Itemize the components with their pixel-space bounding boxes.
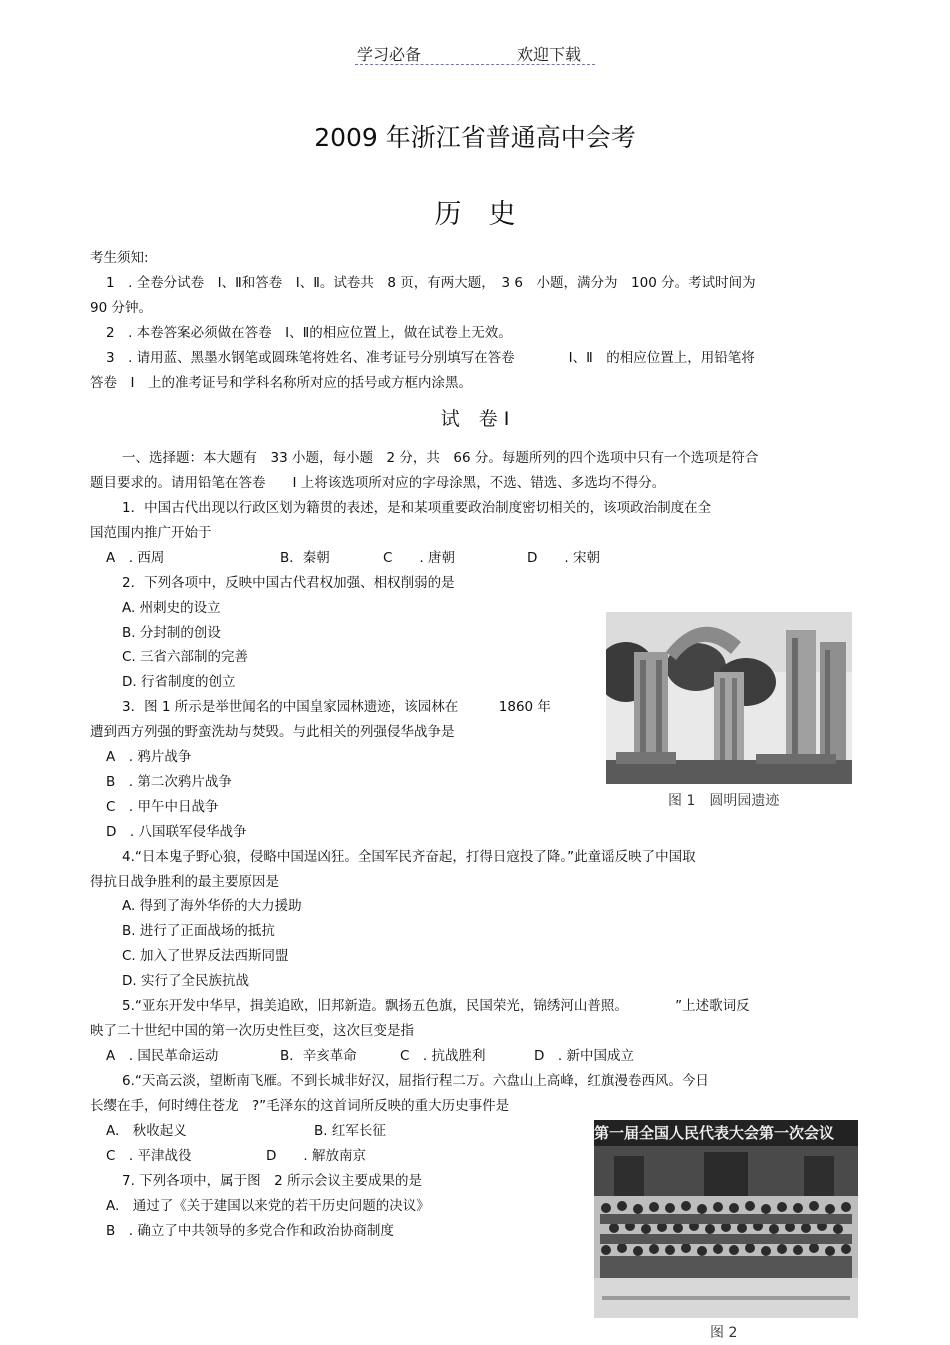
q7-stem: 7. 下列各项中，属于图 2 所示会议主要成果的是 bbox=[122, 1173, 423, 1189]
q1-option-a: A . 西周 bbox=[106, 550, 165, 566]
section-title: 试 卷 Ⅰ bbox=[440, 408, 510, 430]
q4-option-b: B. 进行了正面战场的抵抗 bbox=[122, 923, 275, 939]
q5-option-c: C . 抗战胜利 bbox=[400, 1048, 486, 1064]
congress-group-photo-image bbox=[594, 1146, 858, 1318]
header-divider bbox=[355, 64, 595, 65]
q3-option-d: D . 八国联军侵华战争 bbox=[106, 824, 247, 840]
q3-option-c: C . 甲午中日战争 bbox=[106, 799, 219, 815]
q4-option-d: D. 实行了全民族抗战 bbox=[122, 973, 249, 989]
q2-option-c: C. 三省六部制的完善 bbox=[122, 649, 249, 665]
notice-line-5: 答卷 Ⅰ 上的准考证号和学科名称所对应的括号或方框内涂黑。 bbox=[90, 375, 472, 391]
q7-option-b: B . 确立了中共领导的多党合作和政治协商制度 bbox=[106, 1223, 394, 1239]
figure-2 bbox=[594, 1120, 858, 1345]
q3-stem-1: 3．图 1 所示是举世闻名的中国皇家园林遗迹，该园林在 1860 年 bbox=[122, 699, 551, 715]
q2-option-a: A. 州刺史的设立 bbox=[122, 600, 221, 616]
page-title: 2009 年浙江省普通高中会考 bbox=[314, 123, 636, 152]
subject-title: 历 史 bbox=[434, 199, 516, 230]
q6-option-d: D . 解放南京 bbox=[266, 1148, 366, 1164]
q6-option-a: A. 秋收起义 bbox=[106, 1123, 187, 1139]
q1-option-d: D . 宋朝 bbox=[527, 550, 600, 566]
q6-option-b: B. 红军长征 bbox=[314, 1123, 386, 1139]
q6-option-c: C . 平津战役 bbox=[106, 1148, 192, 1164]
q5-stem-1: 5.“亚东开发中华早，揖美追欧，旧邦新造。飘扬五色旗，民国荣光，锦绣河山普照。 ”上述歌词反 bbox=[122, 998, 750, 1014]
part1-instruction-1: 一、选择题：本大题有 33 小题，每小题 2 分，共 66 分。每题所列的四个选项中只有一个选项是符合 bbox=[122, 450, 759, 466]
q2-option-d: D. 行省制度的创立 bbox=[122, 674, 236, 690]
q4-option-a: A. 得到了海外华侨的大力援助 bbox=[122, 898, 302, 914]
figure-2-caption: 图 2 bbox=[710, 1325, 738, 1341]
q4-stem-1: 4.“日本鬼子野心狼，侵略中国逞凶狂。全国军民齐奋起，打得日寇投了降。”此童谣反映了中国取 bbox=[122, 849, 696, 865]
q1-stem-1: 1．中国古代出现以行政区划为籍贯的表述，是和某项重要政治制度密切相关的，该项政治制度在全 bbox=[122, 500, 712, 516]
notice-heading: 考生须知: bbox=[90, 250, 149, 266]
notice-line-3: 2 . 本卷答案必须做在答卷 Ⅰ、Ⅱ的相应位置上，做在试卷上无效。 bbox=[106, 325, 512, 341]
header-left: 学习必备 bbox=[357, 45, 422, 64]
q6-stem-1: 6.“天高云淡，望断南飞雁。不到长城非好汉，屈指行程二万。六盘山上高峰，红旗漫卷西风。今日 bbox=[122, 1073, 709, 1089]
notice-line-4: 3 . 请用蓝、黑墨水钢笔或圆珠笔将姓名、准考证号分别填写在答卷 Ⅰ、Ⅱ 的相应位置上，用铅笔将 bbox=[106, 350, 755, 366]
figure-1 bbox=[606, 612, 852, 812]
q7-option-a: A. 通过了《关于建国以来党的若干历史问题的决议》 bbox=[106, 1198, 430, 1214]
q3-option-b: B . 第二次鸦片战争 bbox=[106, 774, 232, 790]
q5-option-d: D . 新中国成立 bbox=[534, 1048, 634, 1064]
yuanmingyuan-ruins-image bbox=[606, 612, 852, 784]
q1-stem-2: 国范围内推广开始于 bbox=[90, 525, 212, 541]
part1-instruction-2: 题目要求的。请用铅笔在答卷 Ⅰ 上将该选项所对应的字母涂黑，不选、错选、多选均不得分。 bbox=[90, 475, 666, 491]
notice-line-1: 1 . 全卷分试卷 Ⅰ、Ⅱ和答卷 Ⅰ、Ⅱ。试卷共 8 页，有两大题， 3 6 小题，满分为 100 分。考试时间为 bbox=[106, 275, 756, 291]
q1-option-b: B．秦朝 bbox=[280, 550, 330, 566]
q1-option-c: C . 唐朝 bbox=[383, 550, 456, 566]
q5-option-b: B．辛亥革命 bbox=[280, 1048, 357, 1064]
q2-stem: 2．下列各项中，反映中国古代君权加强、相权削弱的是 bbox=[122, 575, 455, 591]
q3-option-a: A . 鸦片战争 bbox=[106, 749, 192, 765]
q5-option-a: A . 国民革命运动 bbox=[106, 1048, 219, 1064]
notice-line-2: 90 分钟。 bbox=[90, 300, 152, 316]
q2-option-b: B. 分封制的创设 bbox=[122, 625, 221, 641]
q6-stem-2: 长缨在手，何时缚住苍龙 ?”毛泽东的这首词所反映的重大历史事件是 bbox=[90, 1098, 510, 1114]
header-right: 欢迎下载 bbox=[517, 45, 582, 64]
figure-2-banner: 第一届全国人民代表大会第一次会议 bbox=[594, 1120, 858, 1146]
q3-stem-2: 遭到西方列强的野蛮洗劫与焚毁。与此相关的列强侵华战争是 bbox=[90, 724, 455, 740]
q4-option-c: C. 加入了世界反法西斯同盟 bbox=[122, 948, 289, 964]
figure-1-caption: 图 1 圆明园遗迹 bbox=[668, 793, 780, 809]
q5-stem-2: 映了二十世纪中国的第一次历史性巨变，这次巨变是指 bbox=[90, 1023, 414, 1039]
q4-stem-2: 得抗日战争胜利的最主要原因是 bbox=[90, 874, 279, 890]
